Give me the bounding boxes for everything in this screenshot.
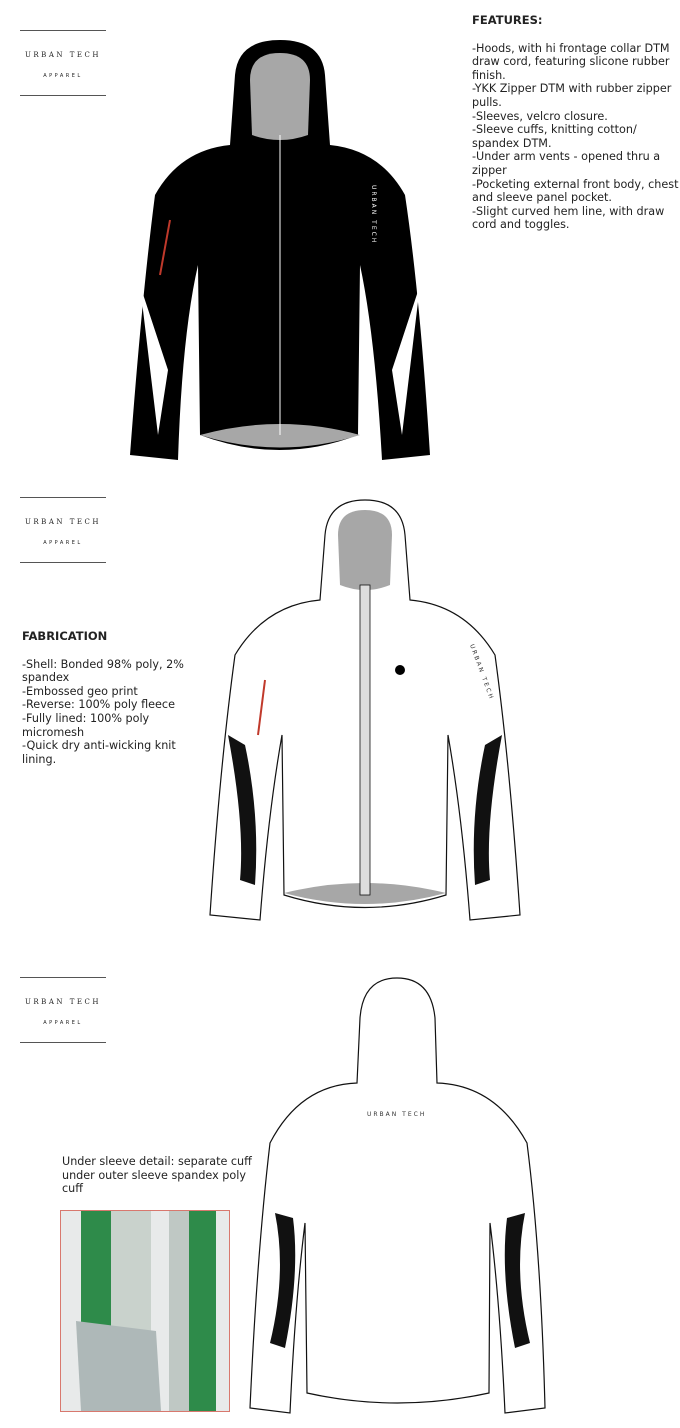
brand-logo-3 bbox=[20, 977, 106, 1043]
jacket-front-black-illustration bbox=[120, 35, 440, 475]
features-section bbox=[472, 14, 680, 232]
brand-name: URBAN TECH bbox=[25, 998, 101, 1006]
fabrication-text: -Shell: Bonded 98% poly, 2% spandex -Embossed geo print -Reverse: 100% poly fleece -Fully lined: 100% poly micromesh -Quick dry anti-wicking knit lining. bbox=[22, 657, 184, 766]
under-sleeve-detail-photo bbox=[60, 1210, 230, 1412]
fabrication-title: FABRICATION bbox=[22, 629, 108, 643]
jacket-front-white-illustration bbox=[200, 495, 530, 930]
brand-logo-2 bbox=[20, 497, 106, 563]
svg-text:URBAN TECH: URBAN TECH bbox=[468, 643, 495, 702]
features-text: -Hoods, with hi frontage collar DTM draw cord, featuring slicone rubber finish. -YKK Zipper DTM with rubber zipper pulls. -Sleeves, velcro closure. -Sleeve cuffs, knitting cotton/ spandex DTM. -Under arm vents - opened thru a zipper -Pocketing external front body, chest and sleeve panel pocket. -Slight curved hem line, with draw cord and toggles. bbox=[472, 41, 679, 232]
brand-name: URBAN TECH bbox=[25, 51, 101, 59]
brand-sub: APPAREL bbox=[43, 73, 83, 79]
brand-sub: APPAREL bbox=[43, 540, 83, 546]
features-title: FEATURES: bbox=[472, 13, 543, 27]
svg-text:URBAN TECH: URBAN TECH bbox=[367, 1111, 427, 1118]
detail-caption bbox=[62, 1155, 252, 1196]
fabrication-section bbox=[22, 630, 202, 766]
jacket-back-illustration bbox=[245, 973, 555, 1423]
brand-sub: APPAREL bbox=[43, 1020, 83, 1026]
svg-text:URBAN TECH: URBAN TECH bbox=[370, 185, 377, 245]
brand-name: URBAN TECH bbox=[25, 518, 101, 526]
detail-caption-text: Under sleeve detail: separate cuff under outer sleeve spandex poly cuff bbox=[62, 1155, 252, 1196]
brand-logo-1 bbox=[20, 30, 106, 96]
